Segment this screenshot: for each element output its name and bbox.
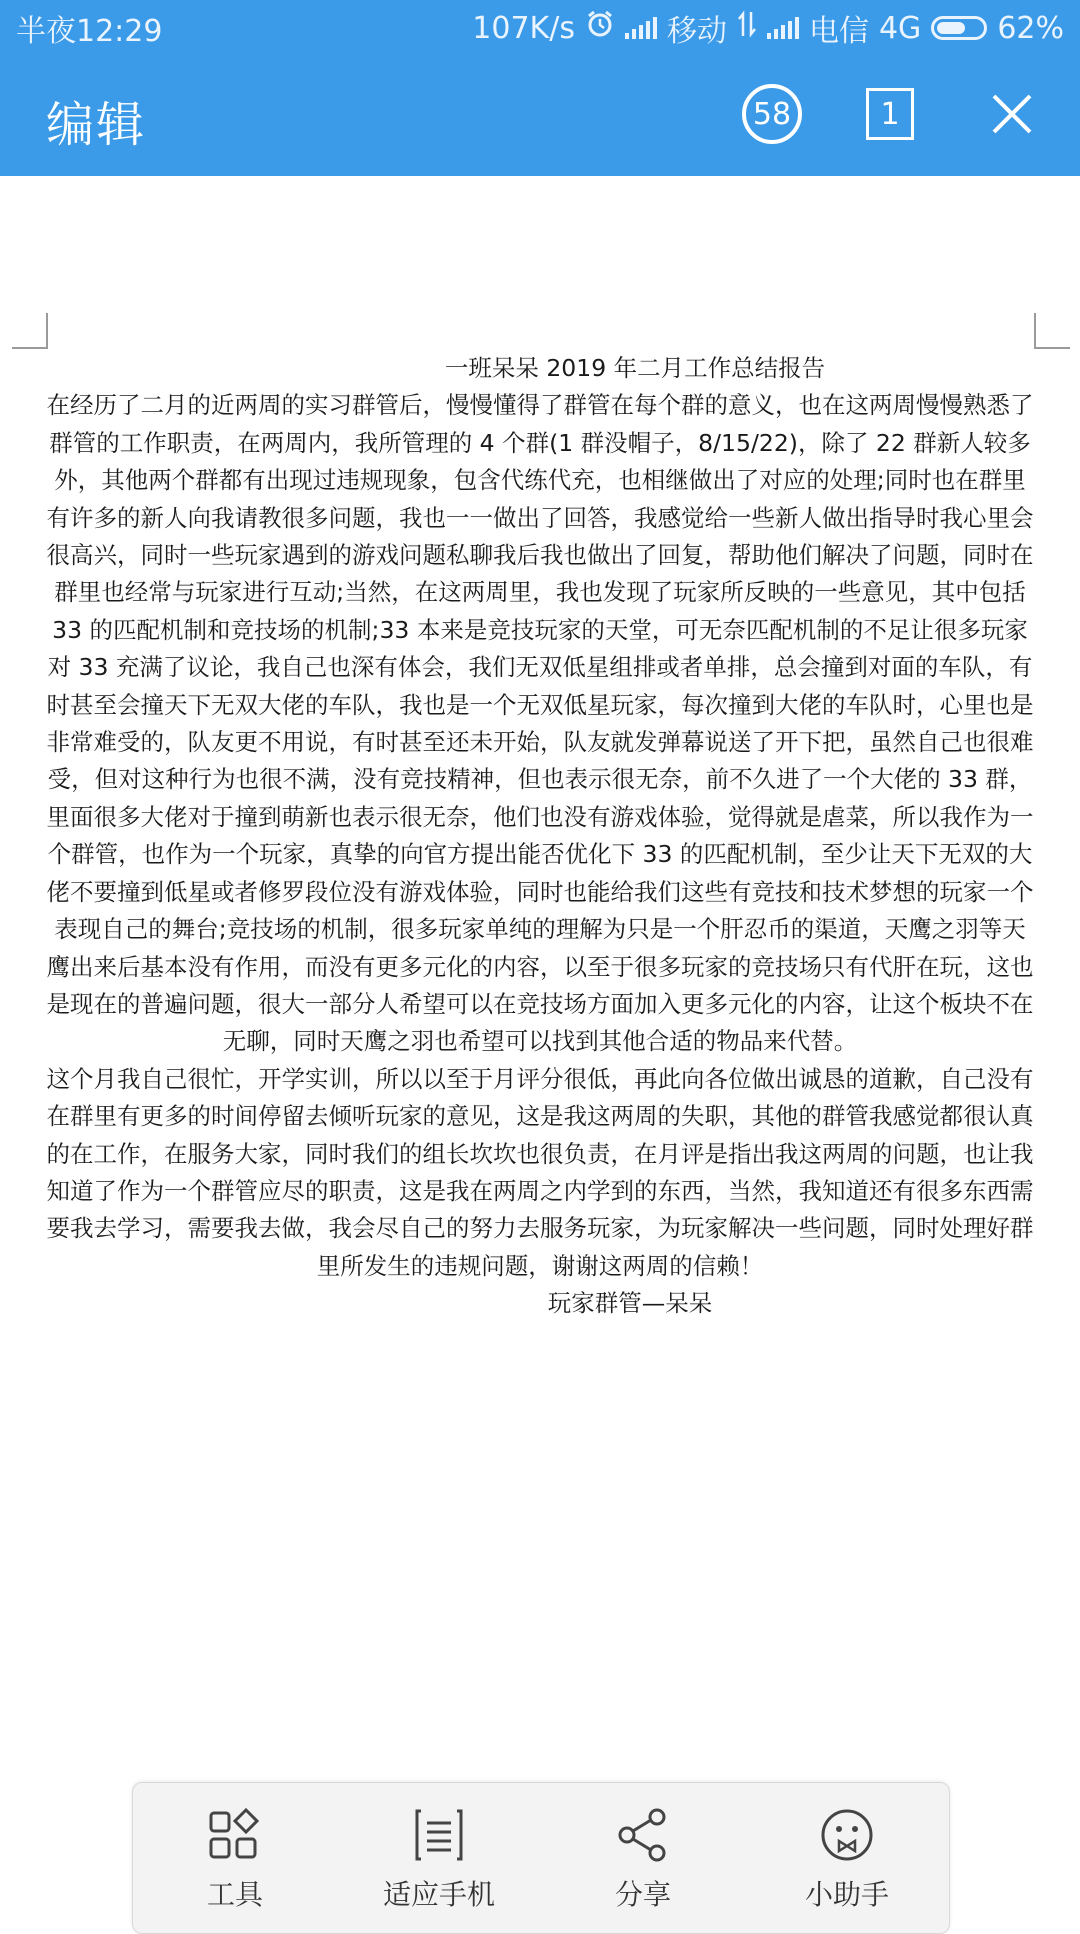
- document-body: [46, 350, 1034, 1323]
- status-bar: [0, 0, 1080, 56]
- page-title: 编辑: [46, 97, 147, 153]
- crop-mark-left: [12, 313, 48, 349]
- signal-icon-2: [767, 17, 799, 39]
- fit-phone-icon: [409, 1805, 469, 1865]
- share-button[interactable]: [548, 1805, 738, 1913]
- battery-percent: 62%: [997, 10, 1064, 46]
- tools-grid-icon: [205, 1805, 265, 1865]
- document-signature: 玩家群管—呆呆: [547, 1289, 713, 1318]
- network-speed: 107K/s: [472, 10, 575, 46]
- bottom-toolbar: [132, 1782, 950, 1934]
- data-transfer-icon: [737, 10, 757, 46]
- signal-icon: [625, 17, 657, 39]
- document-title: 一班呆呆 2019 年二月工作总结报告: [444, 354, 826, 382]
- crop-mark-right: [1034, 313, 1070, 349]
- carrier-2: 电信: [808, 14, 869, 49]
- page-view-icon[interactable]: [866, 88, 914, 140]
- alarm-icon: [585, 9, 615, 47]
- fit-phone-button[interactable]: [344, 1805, 534, 1913]
- paragraph-2: 这个月我自己很忙，开学实训，所以以至于月评分很低，再此向各位做出诚恳的道歉，自己没有在群里有更多的时间停留去倾听玩家的意见，这是我这两周的失职，其他的群管我感觉都很认真的在工作，在服务大家，同时我们的组长坎坎也很负责，在月评是指出我这两周的问题，也让我知道了作为一个群管应尽的职责，这是我在两周之内学到的东西，当然，我知道还有很多东西需要我去学习，需要我去做，我会尽自己的努力去服务玩家，为玩家解决一些问题，同时处理好群里所发生的违规问题，谢谢这两周的信赖！: [46, 1064, 1034, 1280]
- status-time: 半夜12:29: [16, 14, 163, 49]
- share-label: 分享: [614, 1878, 671, 1911]
- tools-button[interactable]: [140, 1805, 330, 1913]
- close-icon[interactable]: [982, 84, 1042, 144]
- title-bar: [0, 56, 1080, 176]
- carrier-1: 移动: [666, 14, 727, 49]
- share-icon: [613, 1805, 673, 1865]
- assistant-icon: [817, 1805, 877, 1865]
- page-indicator: 1: [880, 96, 900, 132]
- count-badge-value: 58: [752, 96, 792, 132]
- fit-phone-label: 适应手机: [382, 1878, 495, 1911]
- count-badge-icon[interactable]: [742, 84, 802, 144]
- document-page[interactable]: [0, 176, 1080, 1920]
- assistant-label: 小助手: [804, 1878, 889, 1911]
- paragraph-1: 在经历了二月的近两周的实习群管后，慢慢懂得了群管在每个群的意义，也在这两周慢慢熟悉了群管的工作职责，在两周内，我所管理的 4 个群(1 群没帽子，8/15/22)，除了 22 群新人较多外，其他两个群都有出现过违规现象，包含代练代充，也相继做出了对应的处理;同时也在群里有许多的新人向我请教很多问题，我也一一做出了回答，我感觉给一些新人做出指导时我心里会很高兴，同时一些玩家遇到的游戏问题私聊我后我也做出了回复，帮助他们解决了问题，同时在群里也经常与玩家进行互动;当然，在这两周里，我也发现了玩家所反映的一些意见，其中包括 33 的匹配机制和竞技场的机制;33 本来是竞技玩家的天堂，可无奈匹配机制的不足让很多玩家对 33 充满了议论，我自己也深有体会，我们无双低星组排或者单排，总会撞到对面的车队，有时甚至会撞天下无双大佬的车队，我也是一个无双低星玩家，每次撞到大佬的车队时，心里也是非常难受的，队友更不用说，有时甚至还未开始，队友就发弹幕说送了开下把，虽然自己也很难受，但对这种行为也很不满，没有竞技精神，但也表示很无奈，前不久进了一个大佬的 33 群，里面很多大佬对于撞到萌新也表示很无奈，他们也没有游戏体验，觉得就是虐菜，所以我作为一个群管，也作为一个玩家，真挚的向官方提出能否优化下 33 的匹配机制，至少让天下无双的大佬不要撞到低星或者修罗段位没有游戏体验，同时也能给我们这些有竞技和技术梦想的玩家一个表现自己的舞台;竞技场的机制，很多玩家单纯的理解为只是一个肝忍币的渠道，天鹰之羽等天鹰出来后基本没有作用，而没有更多元化的内容，以至于很多玩家的竞技场只有代肝在玩，这也是现在的普遍问题，很大一部分人希望可以在竞技场方面加入更多元化的内容，让这个板块不在无聊，同时天鹰之羽也希望可以找到其他合适的物品来代替。: [46, 391, 1034, 1056]
- network-type: 4G: [878, 10, 922, 46]
- tools-label: 工具: [206, 1878, 263, 1911]
- battery-icon: [931, 16, 987, 40]
- assistant-button[interactable]: [752, 1805, 942, 1913]
